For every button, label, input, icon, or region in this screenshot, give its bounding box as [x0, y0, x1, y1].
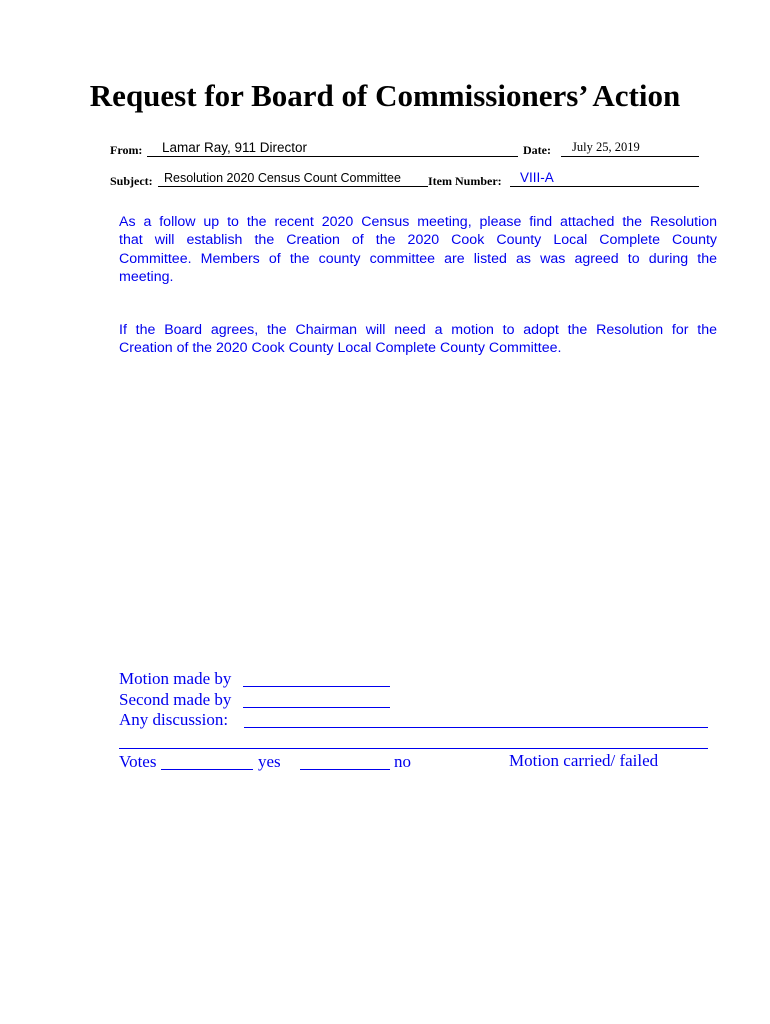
votes-label: Votes [119, 752, 157, 771]
from-value: Lamar Ray, 911 Director [162, 140, 308, 155]
paragraph-line: Creation of the 2020 Cook County Local Complete County Committee. [119, 340, 562, 357]
no-label: no [394, 752, 411, 771]
item-number-field[interactable] [510, 170, 699, 187]
from-label: From: [110, 143, 143, 157]
paragraph-line: If the Board agrees, the Chairman will need a motion to adopt the Resolution for the [119, 322, 717, 338]
date-label: Date: [523, 143, 551, 157]
page-title: Request for Board of Commissioners’ Action [89, 78, 681, 113]
subject-field[interactable] [158, 170, 428, 187]
second-made-by-label: Second made by [119, 690, 232, 709]
subject-value: Resolution 2020 Census Count Committee [164, 171, 401, 185]
paragraph-line: Committee. Members of the county committee are listed as was agreed to during the [119, 250, 717, 267]
motion-made-by-line[interactable] [243, 686, 390, 687]
subject-label: Subject: [110, 174, 153, 188]
from-field[interactable] [147, 140, 518, 157]
date-field[interactable] [561, 140, 699, 157]
paragraph-line: meeting. [119, 268, 174, 285]
second-made-by-line[interactable] [243, 707, 390, 708]
any-discussion-line[interactable] [244, 727, 708, 728]
yes-label: yes [258, 752, 281, 771]
motion-made-by-label: Motion made by [119, 669, 232, 688]
discussion-line-2[interactable] [119, 748, 708, 749]
date-value: July 25, 2019 [572, 140, 640, 154]
paragraph-line: that will establish the Creation of the 2020 Cook County Local Complete County [119, 232, 717, 249]
votes-yes-line[interactable] [161, 769, 253, 770]
item-number-label: Item Number: [428, 174, 502, 188]
item-number-value: VIII-A [520, 170, 554, 185]
motion-carried-failed-label: Motion carried/ failed [509, 751, 659, 770]
votes-no-line[interactable] [300, 769, 390, 770]
body-paragraph-2 [119, 321, 717, 358]
body-paragraph-1 [119, 213, 717, 286]
any-discussion-label: Any discussion: [119, 710, 229, 729]
paragraph-line: As a follow up to the recent 2020 Census meeting, please find attached the Resolution [119, 214, 717, 230]
